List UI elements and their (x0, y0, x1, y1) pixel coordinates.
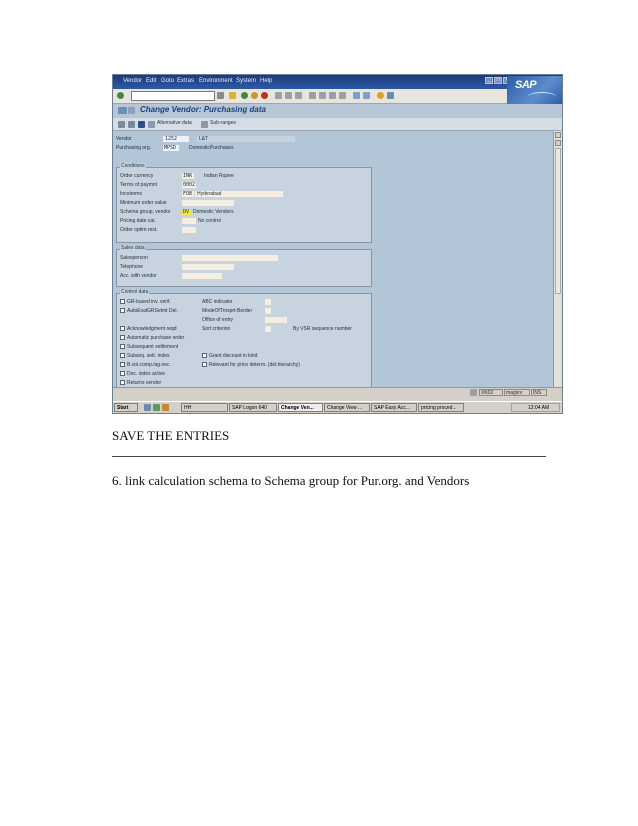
telephone-label: Telephone (120, 264, 144, 270)
doc-index-label: Doc. index active (127, 371, 166, 377)
print-icon[interactable] (275, 92, 282, 99)
abc-field[interactable] (265, 299, 271, 305)
auto-eval-label: AutoEvalGRSetmt Del. (127, 308, 178, 314)
doc-heading: SAVE THE ENTRIES (112, 428, 230, 443)
quick-launch-ie-icon[interactable] (153, 404, 160, 411)
shortcut-icon[interactable] (363, 92, 370, 99)
incoterms-value: FOB (183, 191, 193, 197)
office-entry-field[interactable] (265, 317, 287, 323)
salesperson-field[interactable] (182, 255, 278, 261)
pricing-label: Pricing date cat. (120, 218, 156, 224)
doc-step-text: 6. link calculation schema to Schema group for Pur.org. and Vendors (112, 473, 470, 488)
mode-transport-label: ModeOfTrnsprt-Border (202, 308, 253, 314)
exit-icon[interactable] (251, 92, 258, 99)
gr-based-label: GR-based inv. verif. (127, 299, 171, 305)
returns-vendor-label: Returns vendor (127, 380, 162, 386)
order-optim-field[interactable] (182, 227, 196, 233)
alternative-data-button[interactable]: Alternative data (157, 120, 192, 126)
subseq-index-label: Subseq. sett. index (127, 353, 170, 359)
application-toolbar (113, 118, 562, 131)
find-icon[interactable] (285, 92, 292, 99)
vendor-label: Vendor (116, 136, 132, 142)
control-data-title: Control data (121, 289, 149, 295)
task-change-view[interactable]: Change View ... (324, 403, 370, 412)
acc-vendor-label: Acc. with vendor (120, 273, 157, 279)
incoterms-label: Incoterms (120, 191, 142, 197)
page-title: Change Vendor: Purchasing data (140, 105, 266, 114)
b-vol-checkbox[interactable] (120, 362, 125, 367)
first-page-icon[interactable] (309, 92, 316, 99)
purch-org-label: Purchasing org. (116, 145, 152, 151)
order-currency-value: INR (183, 173, 193, 179)
pricing-field[interactable] (182, 218, 196, 224)
ack-reqd-label: Acknowledgment reqd (127, 326, 177, 332)
auto-eval-checkbox[interactable] (120, 308, 125, 313)
task-change-vendor[interactable]: Change Ven... (278, 403, 323, 412)
purch-org-name: DomesticPurchases (189, 145, 234, 151)
quick-launch-desktop-icon[interactable] (144, 404, 151, 411)
sub-ranges-button[interactable]: Sub-ranges (210, 120, 236, 126)
vendor-name-field (197, 136, 295, 142)
salesperson-label: Salesperson (120, 255, 148, 261)
auto-po-label: Automatic purchase order (127, 335, 185, 341)
horizontal-rule (112, 456, 546, 457)
start-label: Start (117, 405, 129, 411)
sort-criterion-label: Sort criterion (202, 326, 231, 332)
b-vol-label: B.vol.comp./ag.nec. (127, 362, 171, 368)
scroll-thumb[interactable] (555, 148, 561, 294)
schema-value: DV (183, 209, 190, 215)
clock: 12:04 AM (528, 405, 550, 411)
mode-transport-field[interactable] (265, 308, 271, 314)
schema-label: Schema group, vendor (120, 209, 171, 215)
control-icon[interactable] (128, 121, 135, 128)
subseq-index-checkbox[interactable] (120, 353, 125, 358)
status-user: magsrv (504, 389, 530, 396)
address-icon[interactable] (118, 121, 125, 128)
task-sap-logon[interactable]: SAP Logon 640 (229, 403, 277, 412)
scroll-down-icon[interactable] (555, 140, 561, 146)
sort-criterion-field[interactable] (265, 326, 271, 332)
sales-data-group (116, 245, 372, 287)
grant-discount-label: Grant discount in kind (209, 353, 258, 359)
control-data-group (116, 289, 372, 391)
status-system: XK02 (479, 389, 503, 396)
gr-based-checkbox[interactable] (120, 299, 125, 304)
purch-org-value: MPSD (164, 145, 177, 151)
relevant-price-label: Relevant for price determ. (del.hierarchy) (209, 362, 300, 368)
task-hh[interactable]: HH (181, 403, 228, 412)
task-pricing-procedure[interactable]: pricing proced... (418, 403, 464, 412)
sap-logo-text: SAP (515, 79, 537, 91)
layout-icon[interactable] (387, 92, 394, 99)
relevant-price-checkbox[interactable] (202, 362, 207, 367)
sort-criterion-text: By VSR sequence number (293, 326, 352, 332)
status-arrow-icon[interactable] (470, 389, 477, 396)
maximize-icon[interactable]: □ (494, 77, 502, 84)
sales-data-title: Sales data (121, 245, 145, 251)
last-page-icon[interactable] (339, 92, 346, 99)
subseq-settle-checkbox[interactable] (120, 344, 125, 349)
office-entry-label: Office of entry (202, 317, 234, 323)
conditions-group (116, 163, 372, 243)
acc-vendor-field[interactable] (182, 273, 222, 279)
back-icon[interactable] (241, 92, 248, 99)
sap-gui-screenshot (112, 74, 563, 414)
menu-environment[interactable]: Environment (199, 78, 233, 84)
order-optim-label: Order optim.rest. (120, 227, 158, 233)
quick-launch-outlook-icon[interactable] (162, 404, 169, 411)
previous-page-icon[interactable] (319, 92, 326, 99)
new-session-icon[interactable] (353, 92, 360, 99)
menu-vendor[interactable]: Vendor (123, 78, 143, 84)
subseq-settle-label: Subsequent settlement (127, 344, 179, 350)
returns-vendor-checkbox[interactable] (120, 380, 125, 385)
sap-logo (507, 76, 562, 104)
menu-bar (113, 75, 562, 89)
dropdown-icon[interactable] (217, 92, 224, 99)
start-button[interactable] (114, 403, 138, 412)
content-area (113, 131, 553, 395)
other-vendor-icon[interactable] (128, 107, 135, 114)
display-change-icon[interactable] (118, 107, 127, 114)
order-currency-text: Indian Rupee (204, 173, 234, 179)
min-order-label: Minimum order value (120, 200, 167, 206)
windows-taskbar (113, 401, 562, 414)
next-page-icon[interactable] (329, 92, 336, 99)
incoterms-text: Hyderabad (197, 191, 222, 197)
vertical-scrollbar[interactable] (553, 131, 563, 387)
menu-extras[interactable]: Extras (177, 78, 195, 84)
title-bar (113, 104, 562, 118)
schema-text: Domestic Vendors (193, 209, 234, 215)
enter-icon[interactable] (117, 92, 124, 99)
cancel-icon[interactable] (261, 92, 268, 99)
system-tray (511, 403, 560, 412)
ack-reqd-checkbox[interactable] (120, 326, 125, 331)
status-bar (113, 387, 562, 398)
doc-index-checkbox[interactable] (120, 371, 125, 376)
auto-po-checkbox[interactable] (120, 335, 125, 340)
alternative-data-icon (148, 121, 155, 128)
help-icon[interactable] (377, 92, 384, 99)
vendor-name: L&T (199, 136, 209, 142)
telephone-field[interactable] (182, 264, 234, 270)
terms-label: Terms of paymnt (120, 182, 157, 188)
task-sap-easy-access[interactable]: SAP Easy Acc... (371, 403, 417, 412)
scroll-up-icon[interactable] (555, 132, 561, 138)
minimize-icon[interactable]: _ (485, 77, 493, 84)
menu-edit[interactable]: Edit (146, 78, 157, 84)
menu-system[interactable]: System (236, 78, 257, 84)
menu-goto[interactable]: Goto (161, 78, 175, 84)
order-currency-label: Order currency (120, 173, 154, 179)
status-mode: INS (531, 389, 547, 396)
command-field[interactable] (131, 91, 215, 101)
standard-toolbar (113, 89, 507, 104)
grant-discount-checkbox[interactable] (202, 353, 207, 358)
find-next-icon[interactable] (295, 92, 302, 99)
sub-ranges-icon (201, 121, 208, 128)
conditions-title: Conditions (121, 163, 145, 169)
menu-help[interactable]: Help (260, 78, 273, 84)
pricing-text: No control (198, 218, 221, 224)
min-order-field[interactable] (182, 200, 234, 206)
abc-label: ABC indicator (202, 299, 233, 305)
save-icon[interactable] (229, 92, 236, 99)
terms-value: 0002 (183, 182, 196, 188)
info-icon[interactable] (138, 121, 145, 128)
vendor-value: 1252 (165, 136, 178, 142)
